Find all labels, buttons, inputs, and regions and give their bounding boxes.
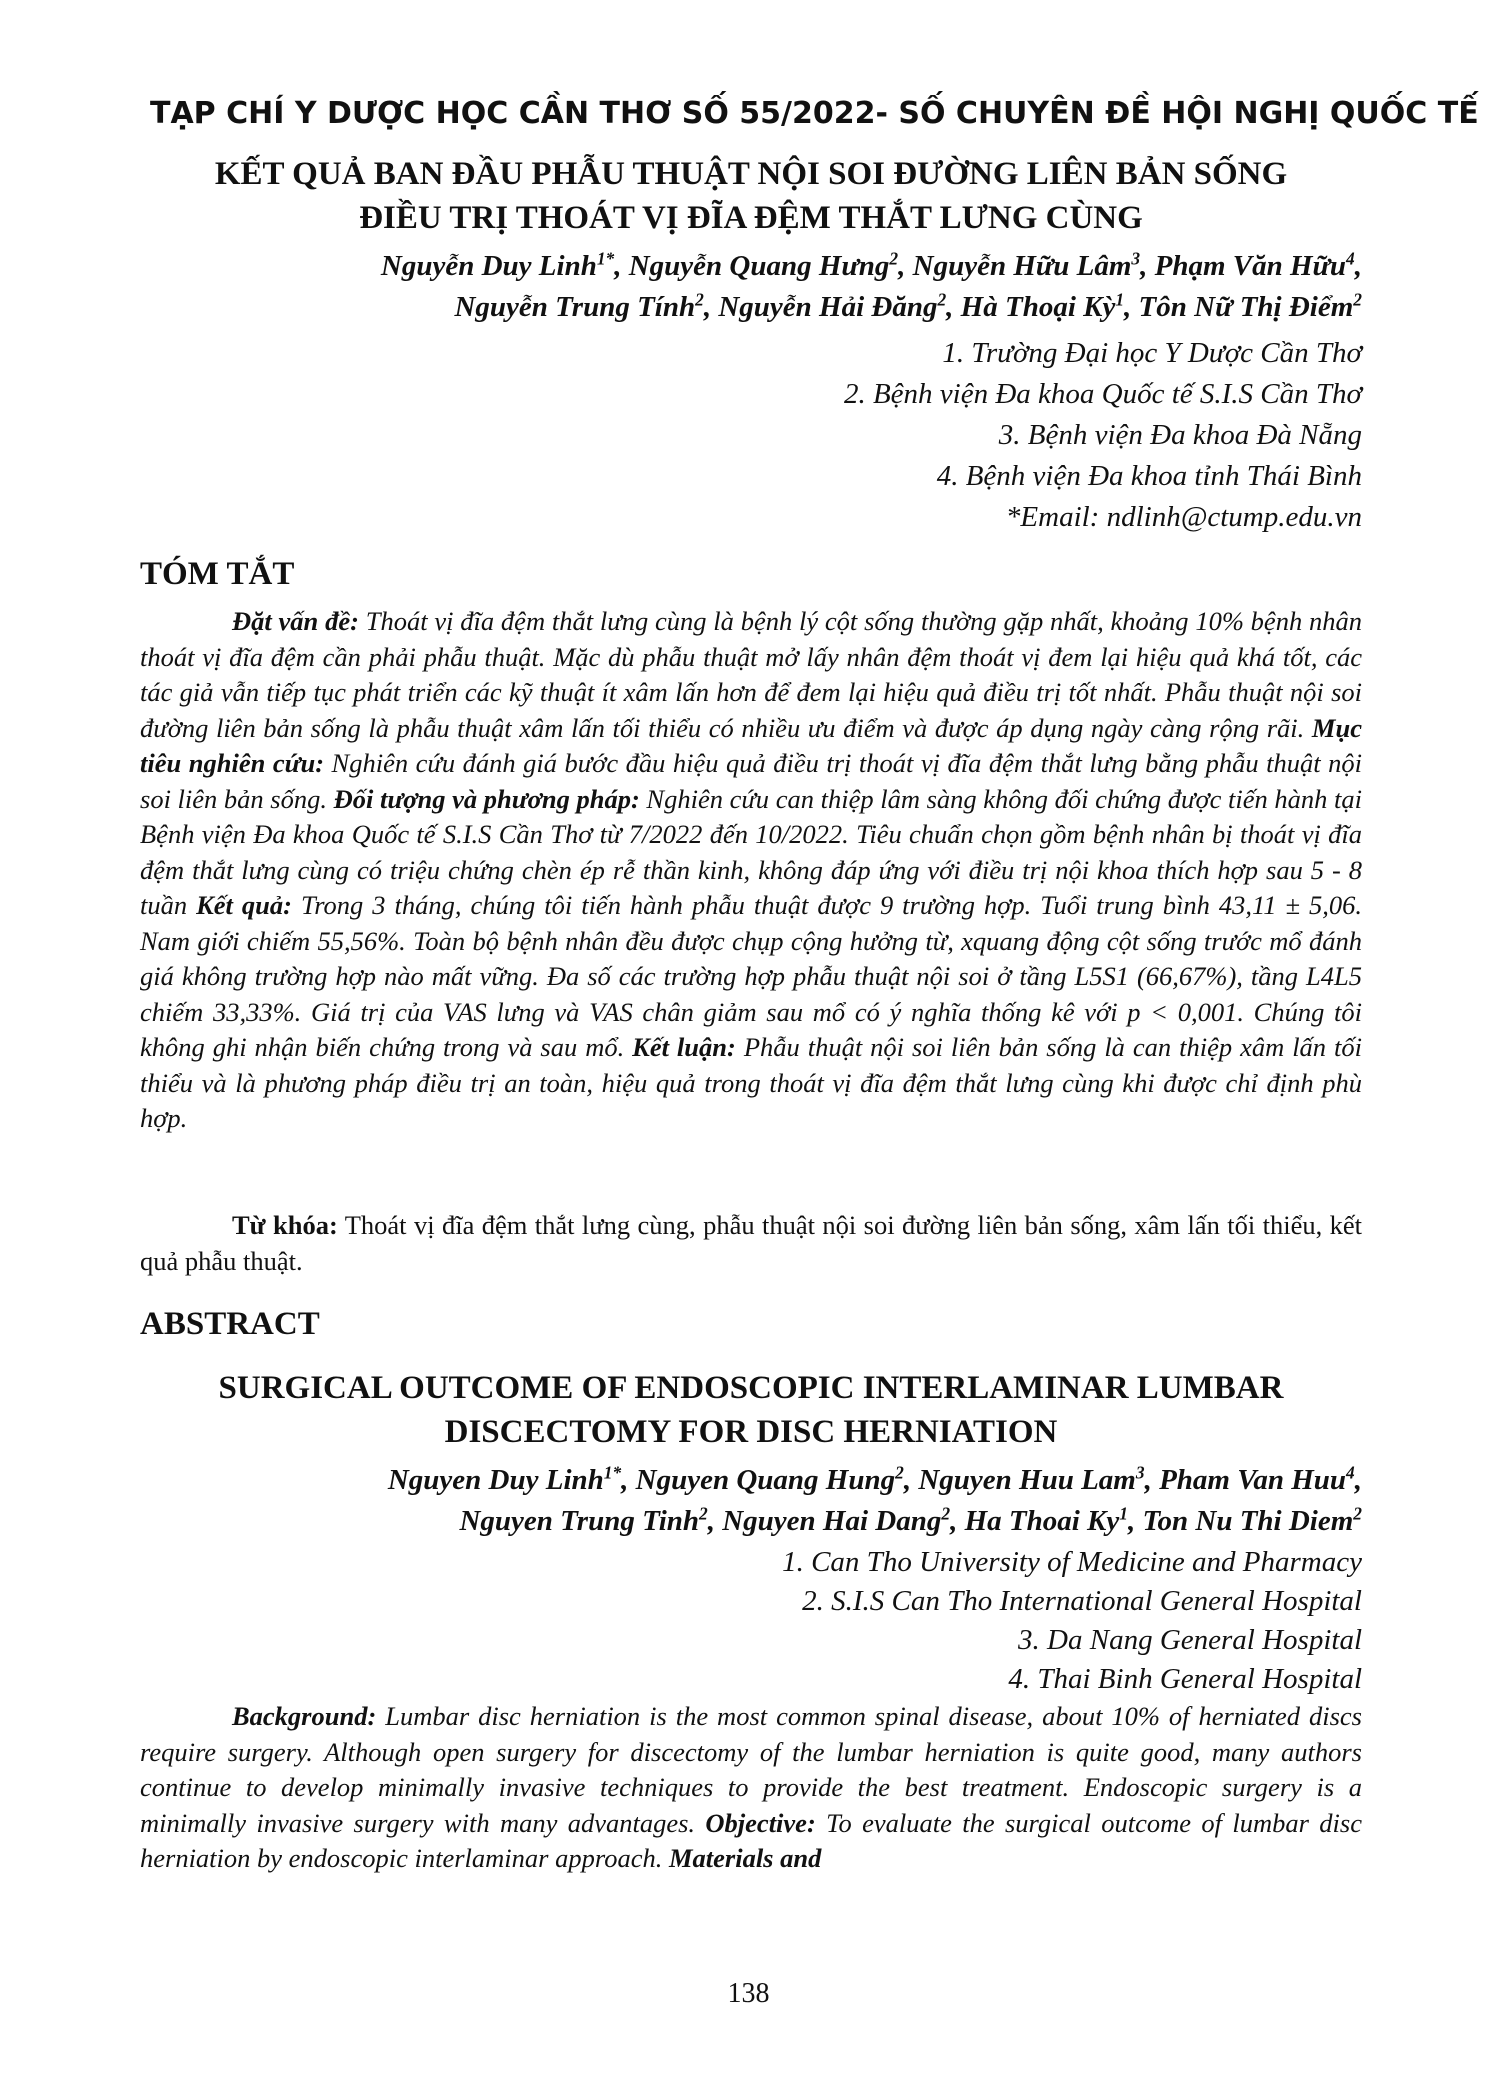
keywords-text: Thoát vị đĩa đệm thắt lưng cùng, phẫu thuật nội soi đường liên bản sống, xâm lấn tối thiểu, kết quả phẫu thuật. [140,1210,1362,1276]
journal-header: TẠP CHÍ Y DƯỢC HỌC CẦN THƠ SỐ 55/2022- SỐ CHUYÊN ĐỀ HỘI NGHỊ QUỐC TẾ [150,96,1479,131]
author-affil-mark: 2 [895,1462,904,1483]
affiliation: 1. Can Tho University of Medicine and Pharmacy [782,1546,1362,1578]
author-name: Nguyễn Hải Đăng [718,291,938,323]
summary-label: Đối tượng và phương pháp: [333,783,640,814]
author-sep: , [621,1464,636,1496]
summary-label: Kết luận: [632,1032,736,1062]
author-sep: , [707,1505,723,1537]
author-affil-mark: 2 [937,289,947,310]
article-title-vi [140,152,1362,240]
affiliation: 1. Trường Đại học Y Dược Cần Thơ [942,337,1362,369]
author-affil-mark: 2 [889,248,899,269]
summary-text: Phẫu thuật nội soi liên bản sống là can thiệp xâm lấn tối thiểu và là phương pháp điều trị an toàn, hiệu quả trong thoát vị đĩa đệm thắt lưng cùng khi được chỉ định phù hợp. [140,1032,1362,1133]
author-affil-mark: 4 [1346,1462,1355,1483]
abstract-paragraph [140,1699,1362,1877]
abstract-label: Materials and [668,1843,822,1873]
author-affil-mark: 2 [699,1503,708,1524]
author-sep: , [1124,291,1139,323]
author-name: Nguyễn Trung Tính [454,291,696,323]
author-name: Pham Van Huu [1159,1464,1347,1496]
author-line [140,246,1362,287]
author-affil-mark: 4 [1346,248,1355,269]
summary-label: Mục tiêu nghiên cứu: [140,712,1362,778]
affiliation: 3. Da Nang General Hospital [1018,1624,1362,1656]
author-affil-mark: 1 [1115,289,1125,310]
abstract-text: To evaluate the surgical outcome of lumbar disc herniation by endoscopic interlaminar approach. [140,1807,1362,1873]
author-list-vi [140,246,1362,328]
keywords-paragraph [140,1208,1362,1279]
abstract-text: Lumbar disc herniation is the most common spinal disease, about 10% of herniated discs require surgery. Although open surgery for discectomy of the lumbar herniation is quite good, many authors continue to develop minimally invasive techniques to provide the best treatment. Endoscopic surgery is a minimally invasive surgery with many advantages. [140,1701,1362,1838]
affiliations-vi [140,333,1362,538]
title-line: SURGICAL OUTCOME OF ENDOSCOPIC INTERLAMINAR LUMBAR [218,1370,1284,1406]
summary-paragraph [140,604,1362,1137]
author-name: Nguyen Huu Lam [918,1464,1136,1496]
contact-email: *Email: ndlinh@ctump.edu.vn [1005,501,1362,533]
affiliation: 2. S.I.S Can Tho International General Hospital [802,1585,1362,1617]
title-line: KẾT QUẢ BAN ĐẦU PHẪU THUẬT NỘI SOI ĐƯỜNG LIÊN BẢN SỐNG [214,156,1288,192]
author-list-en [140,1460,1362,1542]
author-name: Nguyen Quang Hung [635,1464,896,1496]
keywords-label: Từ khóa: [232,1210,338,1240]
author-name: Nguyễn Hữu Lâm [912,250,1132,282]
author-sep: , [898,250,913,282]
author-sep: , [1144,1464,1160,1496]
author-affil-mark: 2 [941,1503,951,1524]
affiliation: 2. Bệnh viện Đa khoa Quốc tế S.I.S Cần Thơ [843,378,1362,410]
author-affil-mark: 2 [695,289,704,310]
author-sep: , [1127,1505,1143,1537]
summary-label: Kết quả: [196,890,292,920]
affiliation: 3. Bệnh viện Đa khoa Đà Nẵng [998,419,1362,451]
author-sep: , [903,1464,919,1496]
summary-heading: TÓM TẮT [140,556,295,592]
abstract-label: Objective: [705,1807,816,1838]
author-affil-mark: 1* [596,248,615,269]
affiliations-en [140,1543,1362,1699]
author-sep: , [1354,1464,1362,1496]
abstract-heading: ABSTRACT [140,1306,320,1342]
author-name: Tôn Nữ Thị Điểm [1138,291,1354,323]
author-sep: , [614,250,629,282]
author-affil-mark: 2 [1353,289,1362,310]
author-name: Nguyen Duy Linh [387,1464,604,1496]
author-name: Phạm Văn Hữu [1154,250,1347,282]
author-name: Ton Nu Thi Diem [1142,1505,1354,1537]
author-sep: , [703,291,719,323]
page-number: 138 [727,1978,770,2009]
author-line [140,287,1362,328]
author-name: Nguyễn Duy Linh [380,250,597,282]
author-sep: , [950,1505,965,1537]
title-line: DISCECTOMY FOR DISC HERNIATION [444,1414,1058,1450]
summary-text: Trong 3 tháng, chúng tôi tiến hành phẫu thuật được 9 trường hợp. Tuổi trung bình 43,11 ± 5,06. Nam giới chiếm 55,56%. Toàn bộ bệnh nhân đều được chụp cộng hưởng từ, xquang động cột sống trước mổ đánh giá không trường hợp nào mất vững. Đa số các trường hợp phẫu thuật nội soi ở tầng L5S1 (66,67%), tầng L4L5 chiếm 33,33%. Giá trị của VAS lưng và VAS chân giảm sau mổ có ý nghĩa thống kê với p < 0,001. Chúng tôi không ghi nhận biến chứng trong và sau mổ. [140,890,1362,1062]
summary-text: Thoát vị đĩa đệm thắt lưng cùng là bệnh lý cột sống thường gặp nhất, khoảng 10% bệnh nhân thoát vị đĩa đệm cần phải phẫu thuật. Mặc dù phẫu thuật mở lấy nhân đệm thoát vị đem lại hiệu quả khá tốt, các tác giả vẫn tiếp tục phát triển các kỹ thuật ít xâm lấn hơn để đem lại hiệu quả điều trị tốt nhất. Phẫu thuật nội soi đường liên bản sống là phẫu thuật xâm lấn tối thiểu có nhiều ưu điểm và được áp dụng ngày càng rộng rãi. [140,606,1362,743]
author-name: Ha Thoai Ky [964,1505,1120,1537]
author-affil-mark: 1 [1119,1503,1128,1524]
title-line: ĐIỀU TRỊ THOÁT VỊ ĐĨA ĐỆM THẮT LƯNG CÙNG [359,200,1143,236]
author-sep: , [1140,250,1155,282]
author-affil-mark: 3 [1131,248,1141,269]
author-affil-mark: 3 [1135,1462,1145,1483]
author-affil-mark: 1* [603,1462,622,1483]
author-name: Nguyen Trung Tinh [459,1505,700,1537]
article-title-en [140,1366,1362,1454]
author-affil-mark: 2 [1353,1503,1362,1524]
author-name: Hà Thoại Kỳ [960,291,1116,323]
author-line [140,1460,1362,1501]
author-sep: , [1354,250,1362,282]
abstract-label: Background: [232,1701,377,1731]
author-line [140,1501,1362,1542]
summary-text: Nghiên cứu đánh giá bước đầu hiệu quả điều trị thoát vị đĩa đệm thắt lưng bằng phẫu thuật nội soi liên bản sống. [140,748,1363,814]
summary-text: Nghiên cứu can thiệp lâm sàng không đối chứng được tiến hành tại Bệnh viện Đa khoa Quốc tế S.I.S Cần Thơ từ 7/2022 đến 10/2022. Tiêu chuẩn chọn gồm bệnh nhân bị thoát vị đĩa đệm thắt lưng cùng có triệu chứng chèn ép rễ thần kinh, không đáp ứng với điều trị nội khoa thích hợp sau 5 - 8 tuần [140,783,1362,920]
affiliation: 4. Bệnh viện Đa khoa tỉnh Thái Bình [936,460,1362,492]
author-name: Nguyễn Quang Hưng [628,250,890,282]
author-sep: , [946,291,961,323]
affiliation: 4. Thai Binh General Hospital [1008,1663,1362,1695]
summary-label: Đặt vấn đề: [232,606,359,636]
author-name: Nguyen Hai Dang [722,1505,942,1537]
